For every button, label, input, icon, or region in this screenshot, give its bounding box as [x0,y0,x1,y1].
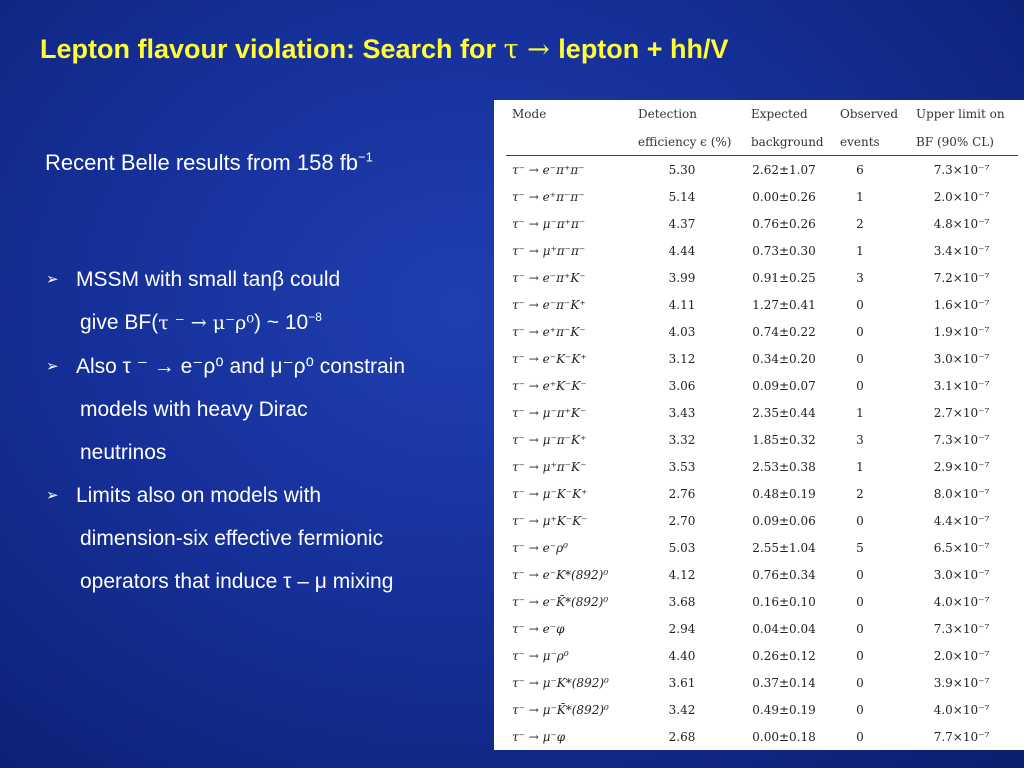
table-row [494,292,1024,319]
cell-mode: τ⁻ → μ⁺π⁻π⁻ [512,244,586,258]
cell-observed: 0 [856,595,864,609]
title-tau: τ [503,34,519,65]
bullet-text: ) ~ 10 [253,311,309,334]
cell-efficiency: 5.03 [668,541,696,555]
cell-background: 0.37±0.14 [752,676,816,690]
cell-efficiency: 3.43 [668,406,696,420]
header-ul-2: BF (90% CL) [916,135,994,149]
table-row [494,211,1024,238]
cell-background: 0.00±0.26 [752,190,816,204]
bullet-arrow-icon: ➢ [46,486,59,504]
title-text-b: lepton + hh/V [558,34,729,64]
title-arrow: → [518,34,559,65]
bullet-line: operators that induce τ – μ mixing [80,570,394,593]
table-row [494,157,1024,184]
table-header [494,100,1024,155]
cell-observed: 0 [856,379,864,393]
cell-observed: 0 [856,649,864,663]
cell-background: 0.09±0.06 [752,514,816,528]
cell-upper-limit: 2.7×10⁻⁷ [933,406,990,420]
table-row [494,535,1024,562]
cell-observed: 0 [856,298,864,312]
cell-efficiency: 3.99 [668,271,696,285]
cell-upper-limit: 2.0×10⁻⁷ [933,649,990,663]
cell-efficiency: 5.30 [668,163,696,177]
cell-upper-limit: 7.3×10⁻⁷ [933,433,990,447]
cell-observed: 0 [856,730,864,744]
bullet-line: models with heavy Dirac [80,398,308,421]
cell-observed: 1 [856,190,864,204]
cell-efficiency: 4.40 [668,649,696,663]
bullet-line: dimension-six effective fermionic [80,527,384,550]
cell-mode: τ⁻ → μ⁻K⁻K⁺ [512,487,588,501]
cell-efficiency: 2.68 [668,730,696,744]
cell-background: 2.62±1.07 [752,163,816,177]
cell-mode: τ⁻ → e⁻K⁻K⁺ [512,352,587,366]
cell-upper-limit: 3.4×10⁻⁷ [933,244,990,258]
cell-upper-limit: 3.9×10⁻⁷ [933,676,990,690]
cell-background: 0.26±0.12 [752,649,816,663]
cell-background: 2.53±0.38 [752,460,816,474]
cell-efficiency: 3.06 [668,379,696,393]
header-bg-1: Expected [751,107,808,121]
header-bg-2: background [751,135,824,149]
bullet-line [46,301,486,345]
bullet-sup: −8 [308,310,322,324]
cell-observed: 2 [856,217,864,231]
cell-efficiency: 2.76 [668,487,696,501]
cell-background: 2.35±0.44 [752,406,816,420]
cell-upper-limit: 3.1×10⁻⁷ [933,379,990,393]
table-row [494,346,1024,373]
cell-observed: 3 [856,271,864,285]
cell-upper-limit: 7.3×10⁻⁷ [933,163,990,177]
header-eff-2: efficiency ϵ (%) [638,135,732,149]
header-obs-2: events [840,135,880,149]
bullet-line: Also τ ⁻ → e⁻ρ⁰ and μ⁻ρ⁰ constrain [76,355,405,378]
table-row [494,589,1024,616]
cell-upper-limit: 4.0×10⁻⁷ [933,703,990,717]
bullet-item [46,345,486,474]
bullet-formula: τ ⁻ → μ⁻ρ⁰ [158,312,254,334]
cell-mode: τ⁻ → e⁺π⁻π⁻ [512,190,585,204]
cell-background: 0.49±0.19 [752,703,816,717]
cell-upper-limit: 4.8×10⁻⁷ [933,217,990,231]
bullet-item [46,474,486,603]
cell-observed: 0 [856,622,864,636]
cell-observed: 2 [856,487,864,501]
header-eff-1: Detection [638,107,697,121]
cell-background: 0.04±0.04 [752,622,816,636]
cell-upper-limit: 3.0×10⁻⁷ [933,352,990,366]
cell-mode: τ⁻ → e⁻π⁺π⁻ [512,163,585,177]
cell-background: 1.85±0.32 [752,433,816,447]
cell-background: 0.48±0.19 [752,487,816,501]
cell-mode: τ⁻ → μ⁻K*(892)⁰ [512,676,609,690]
cell-upper-limit: 1.6×10⁻⁷ [933,298,990,312]
cell-mode: τ⁻ → e⁺K⁻K⁻ [512,379,587,393]
cell-upper-limit: 3.0×10⁻⁷ [933,568,990,582]
table-row [494,238,1024,265]
cell-background: 0.16±0.10 [752,595,816,609]
cell-mode: τ⁻ → e⁺π⁻K⁻ [512,325,586,339]
table-row [494,184,1024,211]
header-ul-1: Upper limit on [916,107,1005,121]
table-row [494,697,1024,724]
cell-background: 1.27±0.41 [752,298,816,312]
bullet-arrow-icon: ➢ [46,270,59,288]
cell-mode: τ⁻ → μ⁻π⁻K⁺ [512,433,587,447]
cell-upper-limit: 4.0×10⁻⁷ [933,595,990,609]
cell-efficiency: 3.53 [668,460,696,474]
cell-upper-limit: 7.3×10⁻⁷ [933,622,990,636]
cell-observed: 1 [856,460,864,474]
cell-observed: 3 [856,433,864,447]
bullet-item [46,258,486,345]
cell-mode: τ⁻ → e⁻π⁺K⁻ [512,271,586,285]
cell-efficiency: 4.11 [668,298,696,312]
cell-mode: τ⁻ → e⁻ρ⁰ [512,541,568,555]
table-row [494,481,1024,508]
cell-upper-limit: 4.4×10⁻⁷ [933,514,990,528]
cell-observed: 0 [856,325,864,339]
subtitle [45,150,373,176]
cell-background: 0.73±0.30 [752,244,816,258]
cell-mode: τ⁻ → μ⁻ρ⁰ [512,649,569,663]
cell-efficiency: 2.70 [668,514,696,528]
bullet-line: MSSM with small tanβ could [76,268,341,291]
cell-efficiency: 2.94 [668,622,696,636]
cell-upper-limit: 8.0×10⁻⁷ [933,487,990,501]
cell-upper-limit: 7.2×10⁻⁷ [933,271,990,285]
cell-mode: τ⁻ → μ⁺π⁻K⁻ [512,460,587,474]
table-row [494,616,1024,643]
cell-observed: 6 [856,163,864,177]
cell-upper-limit: 1.9×10⁻⁷ [933,325,990,339]
bullet-arrow-icon: ➢ [46,357,59,375]
cell-mode: τ⁻ → μ⁻K̄*(892)⁰ [512,703,609,717]
cell-efficiency: 4.37 [668,217,696,231]
cell-mode: τ⁻ → μ⁻π⁺K⁻ [512,406,587,420]
cell-observed: 0 [856,514,864,528]
cell-background: 0.34±0.20 [752,352,816,366]
cell-observed: 0 [856,676,864,690]
header-obs-1: Observed [840,107,899,121]
table-row [494,508,1024,535]
table-row [494,643,1024,670]
slide-title [40,34,729,65]
cell-observed: 0 [856,352,864,366]
cell-background: 2.55±1.04 [752,541,816,555]
table-row [494,400,1024,427]
cell-background: 0.09±0.07 [752,379,816,393]
cell-mode: τ⁻ → μ⁺K⁻K⁻ [512,514,588,528]
header-mode: Mode [512,107,547,121]
cell-mode: τ⁻ → e⁻K*(892)⁰ [512,568,609,582]
cell-efficiency: 5.14 [668,190,696,204]
cell-background: 0.74±0.22 [752,325,816,339]
cell-background: 0.00±0.18 [752,730,816,744]
cell-mode: τ⁻ → e⁻φ [512,622,565,636]
cell-efficiency: 4.44 [668,244,696,258]
table-row [494,670,1024,697]
cell-background: 0.76±0.34 [752,568,816,582]
table-row [494,319,1024,346]
table-row [494,454,1024,481]
cell-background: 0.76±0.26 [752,217,816,231]
cell-upper-limit: 7.7×10⁻⁷ [933,730,990,744]
results-table [494,100,1024,750]
cell-efficiency: 3.32 [668,433,696,447]
subtitle-text: Recent Belle results from 158 fb [45,150,359,175]
cell-mode: τ⁻ → μ⁻π⁺π⁻ [512,217,586,231]
cell-upper-limit: 6.5×10⁻⁷ [933,541,990,555]
cell-upper-limit: 2.0×10⁻⁷ [933,190,990,204]
cell-upper-limit: 2.9×10⁻⁷ [933,460,990,474]
table-row [494,562,1024,589]
cell-observed: 1 [856,406,864,420]
table-row [494,427,1024,454]
cell-observed: 0 [856,568,864,582]
cell-efficiency: 4.03 [668,325,696,339]
cell-efficiency: 3.42 [668,703,696,717]
title-text-a: Lepton flavour violation: Search for [40,34,504,64]
cell-background: 0.91±0.25 [752,271,816,285]
bullet-line: neutrinos [80,441,167,464]
table-row [494,724,1024,751]
table-row [494,265,1024,292]
cell-mode: τ⁻ → e⁻K̄*(892)⁰ [512,595,609,609]
bullet-text: give BF( [80,311,159,334]
cell-efficiency: 3.68 [668,595,696,609]
cell-observed: 1 [856,244,864,258]
cell-observed: 5 [856,541,864,555]
subtitle-sup: −1 [358,149,373,165]
cell-mode: τ⁻ → e⁻π⁻K⁺ [512,298,586,312]
table-row [494,373,1024,400]
bullet-line: Limits also on models with [76,484,322,507]
cell-mode: τ⁻ → μ⁻φ [512,730,566,744]
bullet-list [46,258,486,603]
cell-efficiency: 3.12 [668,352,696,366]
cell-efficiency: 4.12 [668,568,696,582]
cell-efficiency: 3.61 [668,676,696,690]
cell-observed: 0 [856,703,864,717]
header-rule [506,155,1018,156]
